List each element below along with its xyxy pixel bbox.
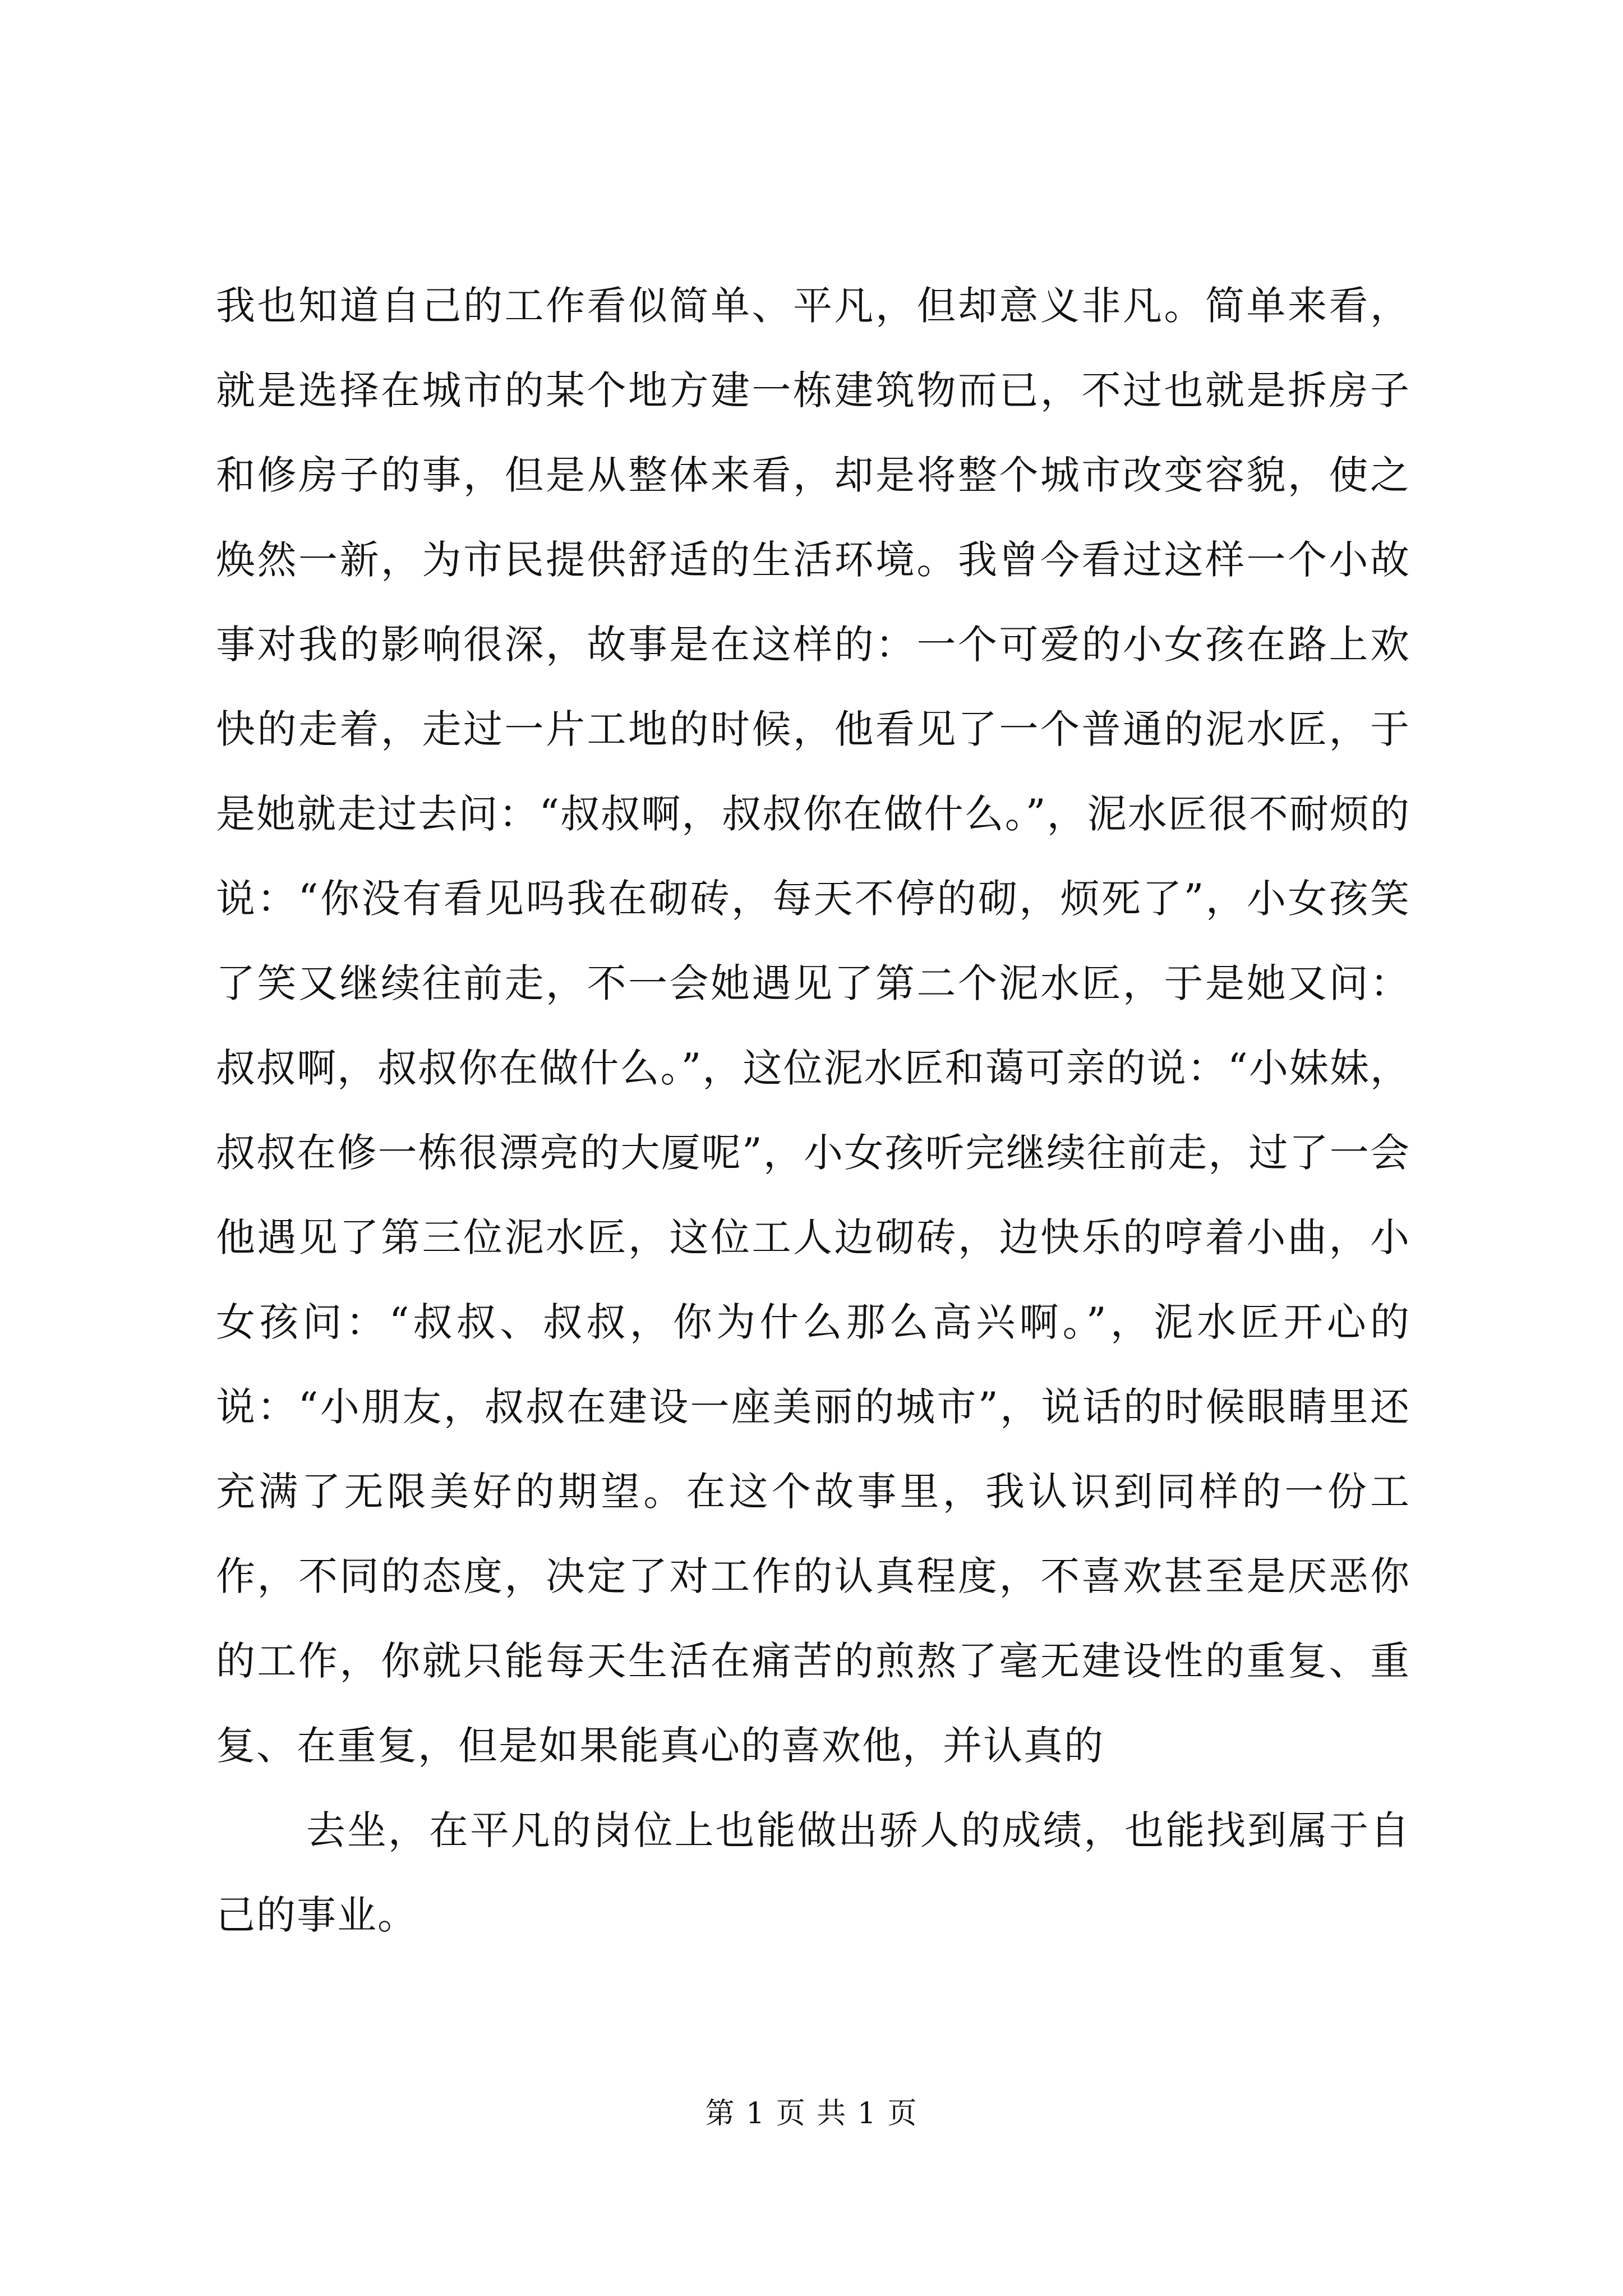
- body-paragraph: 去坐，在平凡的岗位上也能做出骄人的成绩，也能找到属于自己的事业。: [216, 1807, 1410, 1938]
- page-footer: 第 1 页 共 1 页: [705, 2097, 918, 2131]
- document-body: [216, 264, 1410, 1958]
- body-paragraph: 我也知道自己的工作看似简单、平凡，但却意义非凡。简单来看，就是选择在城市的某个地方建一栋建筑物而已，不过也就是拆房子和修房子的事，但是从整体来看，却是将整个城市改变容貌，使之焕然一新，为市民提供舒适的生活环境。我曾今看过这样一个小故事对我的影响很深，故事是在这样的：一个可爱的小女孩在路上欢快的走着，走过一片工地的时候，他看见了一个普通的泥水匠，于是她就走过去问：“叔叔啊，叔叔你在做什么。”，泥水匠很不耐烦的说：“你没有看见吗我在砌砖，每天不停的砌，烦死了”，小女孩笑了笑又继续往前走，不一会她遇见了第二个泥水匠，于是她又问：叔叔啊，叔叔你在做什么。”，这位泥水匠和蔼可亲的说：“小妹妹，叔叔在修一栋很漂亮的大厦呢”，小女孩听完继续往前走，过了一会他遇见了第三位泥水匠，这位工人边砌砖，边快乐的哼着小曲，小女孩问：“叔叔、叔叔，你为什么那么高兴啊。”，泥水匠开心的说：“小朋友，叔叔在建设一座美丽的城市”，说话的时候眼睛里还充满了无限美好的期望。在这个故事里，我认识到同样的一份工作，不同的态度，决定了对工作的认真程度，不喜欢甚至是厌恶你的工作，你就只能每天生活在痛苦的煎熬了毫无建设性的重复、重复、在重复，但是如果能真心的喜欢他，并认真的: [216, 283, 1410, 1769]
